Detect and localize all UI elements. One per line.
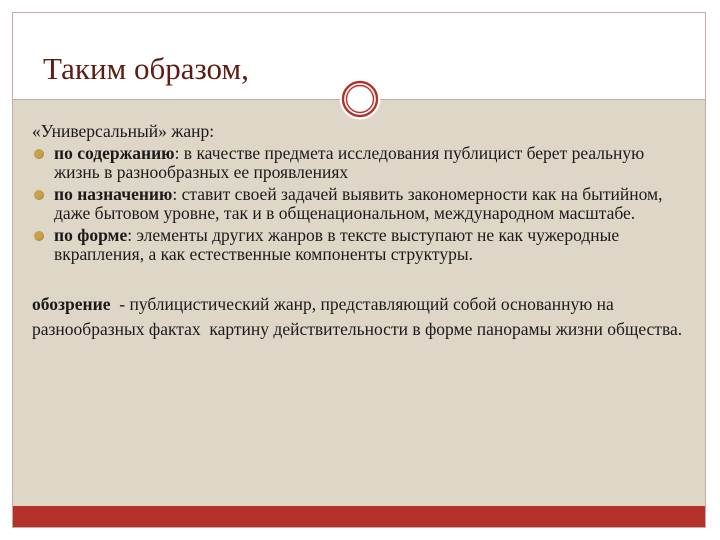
bullet-text: : элементы других жанров в тексте выступают не как чужеродные вкрапления, а как естественные компоненты структуры. — [54, 224, 620, 264]
bullet-dot-icon — [34, 149, 44, 159]
definition-text: - публицистический жанр, представляющий собой основанную на разнообразных фактах картину действительности в форме панорамы жизни общества. — [32, 293, 683, 339]
bullet-label: по назначению — [54, 183, 173, 204]
definition-term: обозрение — [32, 293, 111, 314]
bullet-dot-icon — [34, 190, 44, 200]
genre-intro: «Универсальный» жанр: — [32, 121, 215, 141]
bullet-item-purpose — [32, 185, 692, 224]
definition-paragraph — [32, 292, 692, 342]
bullet-text: : в качестве предмета исследования публицист берет реальную жизнь в разнообразных ее проявлениях — [54, 142, 645, 182]
bullet-label: по форме — [54, 224, 128, 245]
bullet-item-content — [32, 144, 692, 183]
genre-bullet-list — [32, 144, 692, 265]
bullet-item-form — [32, 226, 692, 265]
body-text — [32, 122, 692, 359]
bullet-label: по содержанию — [54, 142, 175, 163]
bullet-text: : ставит своей задачей выявить закономерности как на бытийном, даже бытовом уровне, так и в общенациональном, международном масштабе. — [54, 183, 663, 223]
circle-ornament-icon — [339, 78, 381, 120]
slide-title: Таким образом, — [43, 51, 249, 86]
bullet-dot-icon — [34, 231, 44, 241]
